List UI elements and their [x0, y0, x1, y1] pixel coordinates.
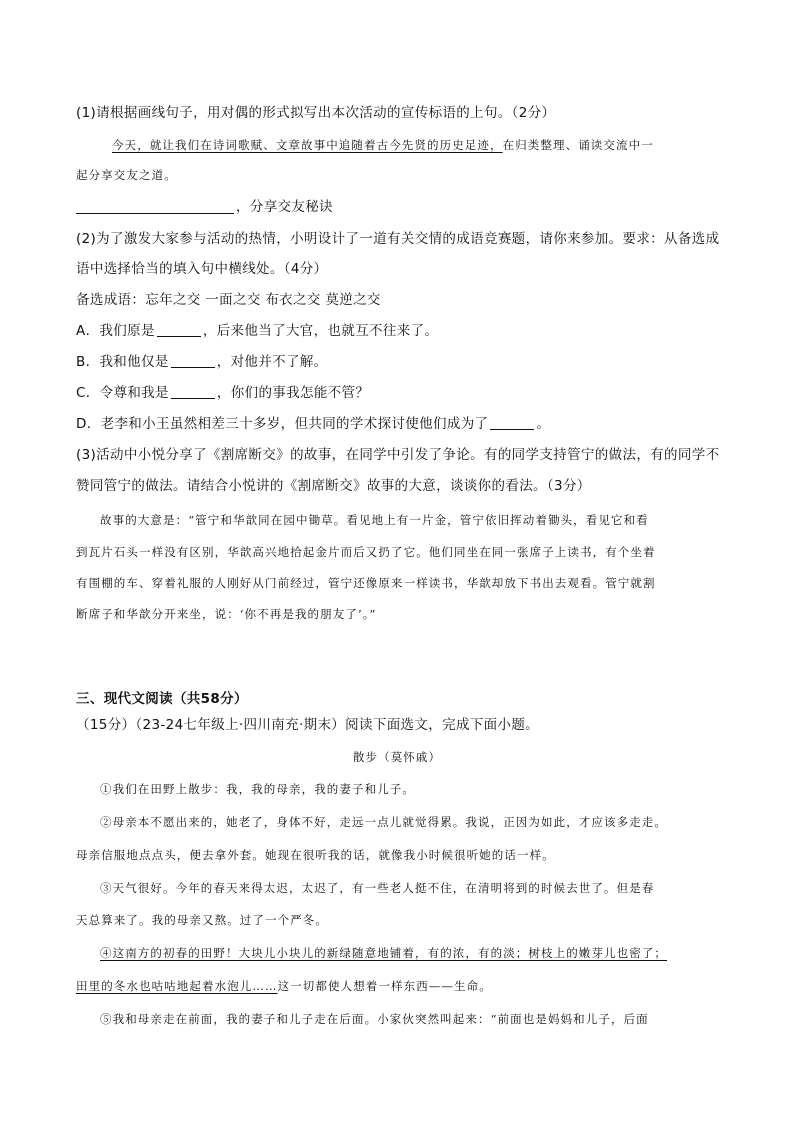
q2-prompt-line1: (2)为了激发大家参与活动的热情，小明设计了一道有关交情的成语竞赛题，请你来参加。要求：从备选成: [76, 231, 720, 247]
passage-para3-line2: 天总算来了。我的母亲又熬。过了一个严冬。: [76, 913, 328, 927]
passage-para3-line1: ③天气很好。今年的春天来得太迟，太迟了，有一些老人挺不住，在清明将到的时候去世了。但是春: [100, 881, 655, 895]
q3-story-line3: 有围棚的车、穿着礼服的人刚好从门前经过，管宁还像原来一样读书，华歆却放下书出去观看。管宁就割: [76, 576, 656, 590]
q2-item-a-blank[interactable]: [157, 324, 201, 337]
q2-item-d-pre: D．老李和小王虽然相差三十多岁，但共同的学术探讨使他们成为了: [76, 416, 489, 432]
q2-item-a-post: ，后来他当了大官，也就互不往来了。: [202, 323, 439, 339]
q3-story-line1: 故事的大意是：“管宁和华歆同在园中锄草。看见地上有一片金，管宁依旧挥动着锄头，看见它和看: [100, 513, 649, 527]
q1-answer-blank[interactable]: [76, 199, 234, 214]
q1-prompt: (1)请根据画线句子，用对偶的形式拟写出本次活动的宣传标语的上句。（2分）: [76, 105, 556, 121]
q2-item-b-blank[interactable]: [171, 355, 215, 368]
q2-item-d-blank[interactable]: [490, 417, 534, 430]
q1-quote: [112, 136, 654, 154]
q2-item-b-pre: B．我和他仅是: [76, 354, 169, 370]
q2-prompt-line2: 语中选择恰当的填入句中横线处。（4分）: [76, 261, 328, 277]
q2-item-d-post: 。: [536, 416, 551, 432]
q1-answer-line: [76, 198, 333, 216]
q3-prompt-line1: (3)活动中小悦分享了《割席断交》的故事，在同学中引发了争论。有的同学支持管宁的做法，有的同学不: [76, 447, 720, 463]
q1-underlined-sentence: 今天，就让我们在诗词歌赋、文章故事中追随着古今先贤的历史足迹，: [112, 138, 503, 152]
q1-quote-line2: 起分享交友之道。: [76, 168, 177, 182]
passage-para5-line1: ⑤我和母亲走在前面，我的妻子和儿子走在后面。小家伙突然叫起来：“前面也是妈妈和儿子，后面: [100, 1012, 649, 1026]
q3-story-line2: 到瓦片石头一样没有区别，华歆高兴地拾起金片而后又扔了它。他们同坐在同一张席子上读书，有个坐着: [76, 545, 656, 559]
q1-answer-suffix: ，分享交友秘诀: [236, 199, 333, 215]
passage-para4-line2: [76, 977, 492, 995]
q2-item-c-pre: C．令尊和我是: [76, 385, 169, 401]
q2-options: 备选成语：忘年之交 一面之交 布衣之交 莫逆之交: [76, 292, 381, 308]
passage-para2-line1: ②母亲本不愿出来的，她老了，身体不好，走远一点儿就觉得累。我说，正因为如此，才应该多走走。: [100, 815, 667, 829]
passage-para2-line2: 母亲信服地点点头，便去拿外套。她现在很听我的话，就像我小时候很听她的话一样。: [76, 848, 555, 862]
q3-story-line4: 断席子和华歆分开来坐，说：‘你不再是我的朋友了’。”: [76, 607, 377, 621]
q3-prompt-line2: 赞同管宁的做法。请结合小悦讲的《割席断交》故事的大意，谈谈你的看法。（3分）: [76, 478, 591, 494]
q2-item-a-pre: A．我们原是: [76, 323, 155, 339]
section3-intro: （15分）（23-24七年级上·四川南充·期末）阅读下面选文，完成下面小题。: [76, 717, 540, 733]
passage-para4-rest: 这一切都使人想着一样东西——生命。: [277, 979, 492, 993]
q2-item-c-post: ，你们的事我怎能不管？: [216, 385, 370, 401]
q2-item-b: [76, 353, 328, 371]
passage-para4-underlined: 田里的冬水也咕咕地起着水泡儿……: [76, 979, 278, 993]
passage-para1: ①我们在田野上散步：我，我的母亲，我的妻子和儿子。: [100, 782, 415, 796]
section3-heading: 三、现代文阅读（共58分）: [76, 691, 248, 707]
q2-item-d: [76, 415, 550, 433]
q2-item-c: [76, 384, 369, 402]
q1-quote-rest: 在归类整理、诵读交流中一: [502, 138, 654, 152]
q2-item-a: [76, 322, 438, 340]
q2-item-b-post: ，对他并不了解。: [216, 354, 328, 370]
passage-para4-line1: ④这南方的初春的田野！大块儿小块儿的新绿随意地铺着，有的浓，有的淡；树枝上的嫩芽儿也密了；: [100, 946, 667, 960]
q2-item-c-blank[interactable]: [171, 386, 215, 399]
passage-title: 散步（莫怀戚）: [352, 750, 442, 764]
